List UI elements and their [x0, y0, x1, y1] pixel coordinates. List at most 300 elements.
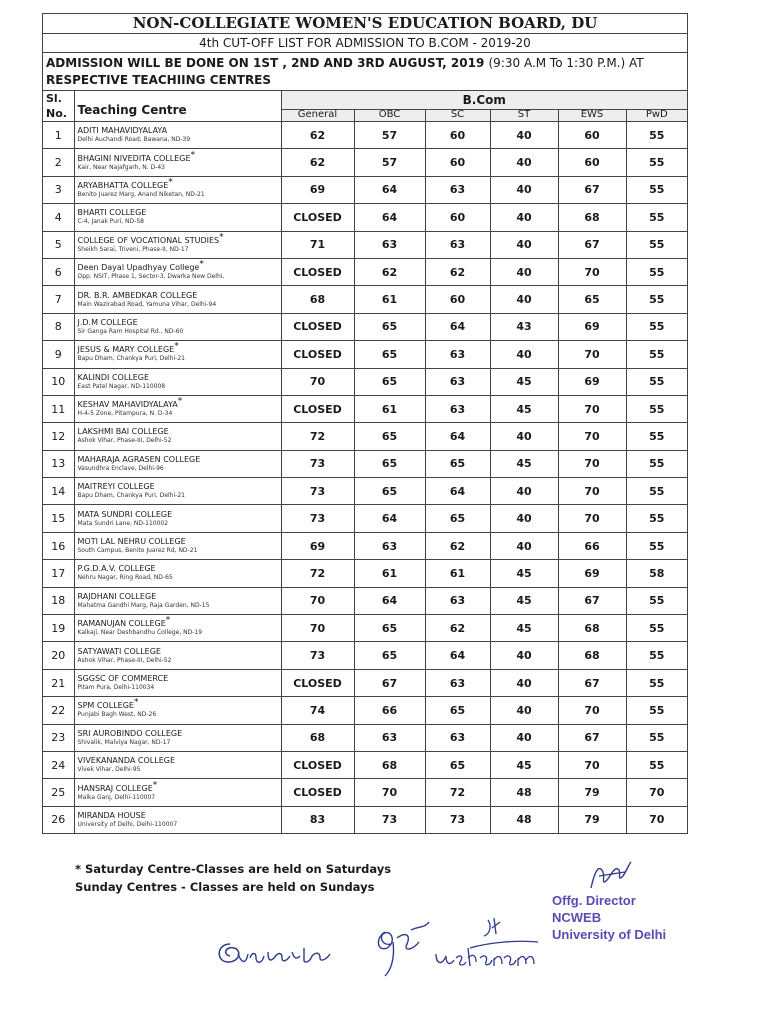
college-cell: [74, 341, 281, 368]
cutoff-sc: 62: [425, 615, 490, 642]
college-address: C-4, Janak Puri, ND-58: [77, 218, 144, 226]
college-name: [77, 259, 281, 273]
cutoff-obc: 57: [354, 122, 425, 149]
saturday-marker: *: [177, 396, 183, 407]
cutoff-pwd: 55: [626, 532, 687, 559]
cutoff-ews: 70: [558, 505, 626, 532]
cutoff-st: 40: [490, 341, 558, 368]
cutoff-sc: 61: [425, 560, 490, 587]
college-name: [77, 779, 281, 794]
table-row: [43, 642, 687, 669]
table-row: [43, 505, 687, 532]
cutoff-sc: 72: [425, 779, 490, 806]
cutoff-st: 40: [490, 286, 558, 313]
college-address: Sir Ganga Ram Hospital Rd., ND-60: [77, 327, 184, 335]
table-row: [43, 669, 687, 696]
cutoff-obc: 64: [354, 176, 425, 203]
college-cell: [74, 450, 281, 477]
cutoff-general: 73: [281, 450, 354, 477]
bcom-group-header: B.Com: [281, 91, 687, 109]
table-row: [43, 122, 687, 149]
board-title: NON-COLLEGIATE WOMEN'S EDUCATION BOARD, DU: [43, 14, 687, 34]
college-cell: [74, 258, 281, 285]
cutoff-ews: 69: [558, 368, 626, 395]
cutoff-general: 72: [281, 423, 354, 450]
college-name: [78, 729, 281, 739]
college-address: Sheikh Sarai, Triveni, Phase-II, ND-17: [77, 245, 189, 253]
cutoff-obc: 73: [354, 806, 425, 833]
table-row: [43, 231, 687, 258]
cutoff-general: 62: [281, 122, 354, 149]
sl-no-cell: 22: [43, 697, 74, 724]
cutoff-st: 45: [490, 751, 558, 778]
college-address: H-4-5 Zone, Pitampura, N. D-34: [77, 410, 173, 418]
cutoff-obc: 63: [354, 532, 425, 559]
admission-notice: [43, 53, 687, 91]
table-row: [43, 395, 687, 422]
cutoff-st: 40: [490, 532, 558, 559]
cutoff-general: 68: [281, 286, 354, 313]
signatory-stamp: [552, 892, 666, 943]
college-name-text: BHARTI COLLEGE: [77, 208, 147, 218]
college-name-text: MATA SUNDRI COLLEGE: [77, 509, 173, 519]
cutoff-obc: 61: [354, 560, 425, 587]
college-cell: [74, 806, 281, 833]
cutoff-st: 40: [490, 423, 558, 450]
sl-no-cell: 7: [43, 286, 74, 313]
cutoff-st: 43: [490, 313, 558, 340]
cutoff-obc: 67: [354, 669, 425, 696]
cutoff-st: 48: [490, 779, 558, 806]
sl-no-cell: 13: [43, 450, 74, 477]
saturday-note: * Saturday Centre-Classes are held on Saturdays: [75, 862, 392, 876]
college-name: [77, 177, 281, 191]
cutoff-general: CLOSED: [281, 669, 354, 696]
college-name: [78, 482, 281, 492]
cutoff-pwd: 55: [626, 450, 687, 477]
sl-no-cell: 21: [43, 669, 74, 696]
college-address: Vivek Vihar, Delhi-95: [77, 766, 141, 774]
college-name-text: MOTI LAL NEHRU COLLEGE: [77, 537, 186, 547]
cutoff-obc: 64: [354, 587, 425, 614]
cutoff-st: 40: [490, 642, 558, 669]
cutoff-pwd: 55: [626, 176, 687, 203]
table-row: [43, 204, 687, 231]
sl-no-cell: 2: [43, 149, 74, 176]
college-name: [78, 537, 281, 547]
sl-no-cell: 11: [43, 395, 74, 422]
cutoff-st: 45: [490, 587, 558, 614]
sl-no-cell: 17: [43, 560, 74, 587]
college-address: Main Wazirabad Road, Yamuna Vihar, Delhi-94: [77, 300, 217, 308]
college-address: Punjabi Bagh West, ND-26: [77, 711, 157, 719]
cutoff-obc: 68: [354, 751, 425, 778]
cutoff-sc: 63: [425, 587, 490, 614]
college-address: Ashok Vihar, Phase-III, Delhi-52: [77, 437, 172, 445]
sl-no-cell: 10: [43, 368, 74, 395]
table-row: [43, 532, 687, 559]
table-row: [43, 423, 687, 450]
college-name: [78, 564, 281, 574]
sl-no-cell: 1: [43, 122, 74, 149]
college-name: [77, 341, 281, 355]
cutoff-st: 40: [490, 204, 558, 231]
cutoff-pwd: 70: [626, 779, 687, 806]
cutoff-general: 83: [281, 806, 354, 833]
sl-no-cell: 26: [43, 806, 74, 833]
cutoff-ews: 70: [558, 423, 626, 450]
cutoff-ews: 79: [558, 779, 626, 806]
saturday-marker: *: [133, 697, 139, 708]
cutoff-general: CLOSED: [281, 313, 354, 340]
cutoff-sc: 60: [425, 204, 490, 231]
cutoff-ews: 69: [558, 560, 626, 587]
college-name-text: MAHARAJA AGRASEN COLLEGE: [77, 454, 201, 464]
table-row: [43, 478, 687, 505]
cutoff-obc: 61: [354, 286, 425, 313]
college-name-text: SRI AUROBINDO COLLEGE: [77, 728, 183, 738]
cutoff-general: 71: [281, 231, 354, 258]
cutoff-sc: 63: [425, 231, 490, 258]
cutoff-sc: 65: [425, 751, 490, 778]
college-address: Shivalik, Malviya Nagar, ND-17: [77, 738, 171, 746]
sunday-note: Sunday Centres - Classes are held on Sundays: [75, 880, 375, 894]
saturday-marker: *: [152, 779, 158, 790]
cutoff-general: 62: [281, 149, 354, 176]
cutoff-sc: 60: [425, 122, 490, 149]
college-address: University of Delhi, Delhi-110007: [77, 820, 178, 828]
list-subtitle: 4th CUT-OFF LIST FOR ADMISSION TO B.COM - 2019-20: [43, 34, 687, 53]
cutoff-sc: 73: [425, 806, 490, 833]
college-name-text: J.D.M COLLEGE: [77, 317, 138, 327]
college-name-text: KESHAV MAHAVIDYALAYA: [77, 400, 178, 410]
cutoff-sc: 63: [425, 176, 490, 203]
cutoff-ews: 65: [558, 286, 626, 313]
admission-venue: RESPECTIVE TEACHIING CENTRES: [46, 73, 272, 87]
signature-srivastava: [212, 930, 342, 975]
college-name-text: DR. B.R. AMBEDKAR COLLEGE: [77, 290, 198, 300]
college-address: Kair, Near Najafgarh, N. D-43: [77, 163, 165, 171]
sl-no-header: [43, 91, 74, 122]
table-row: [43, 560, 687, 587]
cutoff-ews: 70: [558, 697, 626, 724]
cutoff-sc: 63: [425, 395, 490, 422]
table-row: [43, 779, 687, 806]
cutoff-ews: 70: [558, 341, 626, 368]
cutoff-general: CLOSED: [281, 341, 354, 368]
admission-dates: ADMISSION WILL BE DONE ON 1ST , 2ND AND 3RD AUGUST, 2019: [46, 56, 485, 70]
cutoff-pwd: 55: [626, 149, 687, 176]
cutoff-obc: 70: [354, 779, 425, 806]
cutoff-st: 48: [490, 806, 558, 833]
cutoff-st: 40: [490, 176, 558, 203]
college-name-text: Deen Dayal Upadhyay College: [77, 263, 200, 273]
college-address: Mata Sundri Lane, ND-110002: [77, 519, 169, 527]
table-row: [43, 258, 687, 285]
college-cell: [74, 149, 281, 176]
cutoff-ews: 79: [558, 806, 626, 833]
cutoff-general: 69: [281, 176, 354, 203]
saturday-marker: *: [168, 177, 173, 188]
college-name-text: LAKSHMI BAI COLLEGE: [77, 427, 169, 437]
college-name: [77, 232, 281, 246]
cutoff-sc: 64: [425, 313, 490, 340]
college-name-text: ARYABHATTA COLLEGE: [77, 180, 169, 190]
table-row: [43, 176, 687, 203]
cutoff-sc: 65: [425, 450, 490, 477]
cutoff-obc: 65: [354, 450, 425, 477]
cutoff-sc: 63: [425, 669, 490, 696]
saturday-marker: *: [190, 149, 196, 160]
college-name: [78, 455, 281, 465]
cutoff-pwd: 55: [626, 286, 687, 313]
college-cell: [74, 724, 281, 751]
college-cell: [74, 751, 281, 778]
cutoff-ews: 67: [558, 587, 626, 614]
table-row: [43, 806, 687, 833]
cutoff-pwd: 55: [626, 341, 687, 368]
col-header-obc: OBC: [354, 109, 425, 121]
college-cell: [74, 204, 281, 231]
table-row: [43, 697, 687, 724]
cutoff-pwd: 55: [626, 258, 687, 285]
sl-no-cell: 23: [43, 724, 74, 751]
college-name: [78, 373, 281, 383]
table-row: [43, 587, 687, 614]
sl-no-cell: 6: [43, 258, 74, 285]
cutoff-ews: 70: [558, 450, 626, 477]
cutoff-pwd: 55: [626, 204, 687, 231]
college-cell: [74, 532, 281, 559]
college-cell: [74, 478, 281, 505]
cutoff-st: 40: [490, 669, 558, 696]
college-address: Bapu Dham, Chankya Puri, Delhi-21: [77, 492, 185, 500]
col-header-pwd: PwD: [626, 109, 687, 121]
college-cell: [74, 697, 281, 724]
cutoff-ews: 69: [558, 313, 626, 340]
college-name-text: MAITREYI COLLEGE: [77, 482, 155, 492]
cutoff-general: 73: [281, 478, 354, 505]
college-address: Malka Ganj, Delhi-110007: [77, 793, 156, 801]
college-name: [78, 208, 281, 218]
college-address: Benito Juarez Marg, Anand Niketan, ND-21: [77, 190, 205, 198]
cutoff-general: CLOSED: [281, 395, 354, 422]
cutoff-obc: 57: [354, 149, 425, 176]
cutoff-general: 69: [281, 532, 354, 559]
cutoff-obc: 65: [354, 368, 425, 395]
table-row: [43, 341, 687, 368]
cutoff-obc: 65: [354, 341, 425, 368]
cutoff-general: 70: [281, 587, 354, 614]
cutoff-obc: 62: [354, 258, 425, 285]
college-name-text: COLLEGE OF VOCATIONAL STUDIES: [77, 235, 220, 245]
cutoff-ews: 67: [558, 231, 626, 258]
sl-header-b: No.: [46, 107, 67, 120]
cutoff-ews: 68: [558, 615, 626, 642]
cutoff-obc: 65: [354, 313, 425, 340]
cutoff-pwd: 55: [626, 751, 687, 778]
sl-no-cell: 24: [43, 751, 74, 778]
college-cell: [74, 176, 281, 203]
college-name: [78, 291, 281, 301]
sl-no-cell: 5: [43, 231, 74, 258]
cutoff-pwd: 55: [626, 697, 687, 724]
cutoff-ews: 68: [558, 204, 626, 231]
college-cell: [74, 395, 281, 422]
cutoff-ews: 60: [558, 149, 626, 176]
cutoff-general: 74: [281, 697, 354, 724]
cutoff-pwd: 55: [626, 395, 687, 422]
cutoff-general: 70: [281, 368, 354, 395]
cutoff-sc: 62: [425, 532, 490, 559]
cutoff-obc: 64: [354, 505, 425, 532]
college-address: Opp. NSIT, Phase 1, Sector-3, Dwarka New Delhi,: [77, 273, 225, 281]
cutoff-st: 45: [490, 560, 558, 587]
cutoff-obc: 64: [354, 204, 425, 231]
college-address: Vasundhra Enclave, Delhi-96: [77, 464, 164, 472]
cutoff-obc: 65: [354, 642, 425, 669]
college-cell: [74, 286, 281, 313]
cutoff-st: 45: [490, 395, 558, 422]
sl-no-cell: 12: [43, 423, 74, 450]
sl-no-cell: 19: [43, 615, 74, 642]
cutoff-ews: 68: [558, 642, 626, 669]
college-address: Kalkaji, Near Deshbandhu College, ND-19: [77, 629, 203, 637]
cutoff-st: 45: [490, 368, 558, 395]
cutoff-st: 40: [490, 697, 558, 724]
cutoff-sc: 64: [425, 642, 490, 669]
college-address: East Patel Nagar, ND-110008: [77, 382, 166, 390]
cutoff-pwd: 55: [626, 231, 687, 258]
col-header-general: General: [281, 109, 354, 121]
cutoff-obc: 66: [354, 697, 425, 724]
cutoff-ews: 60: [558, 122, 626, 149]
cutoff-obc: 65: [354, 478, 425, 505]
cutoff-obc: 63: [354, 724, 425, 751]
college-name: [78, 318, 281, 328]
college-cell: [74, 313, 281, 340]
college-name: [78, 811, 281, 821]
cutoff-ews: 70: [558, 258, 626, 285]
college-address: Mahatma Gandhi Marg, Raja Garden, ND-15: [77, 601, 210, 609]
signature-ushanam: [430, 912, 545, 974]
college-name-text: HANSRAJ COLLEGE: [77, 783, 153, 793]
college-name-text: P.G.D.A.V. COLLEGE: [77, 564, 156, 574]
sl-header-a: Sl.: [46, 92, 62, 105]
cutoff-sc: 63: [425, 368, 490, 395]
cutoff-pwd: 55: [626, 122, 687, 149]
sl-no-cell: 20: [43, 642, 74, 669]
cutoff-pwd: 70: [626, 806, 687, 833]
cutoff-sc: 64: [425, 478, 490, 505]
cutoff-st: 40: [490, 478, 558, 505]
sl-no-cell: 14: [43, 478, 74, 505]
cutoff-st: 40: [490, 149, 558, 176]
cutoff-general: 73: [281, 505, 354, 532]
college-name: [78, 126, 281, 136]
college-cell: [74, 669, 281, 696]
college-name: [77, 697, 281, 711]
saturday-marker: *: [174, 341, 179, 352]
cutoff-pwd: 55: [626, 313, 687, 340]
table-row: [43, 149, 687, 176]
signatory-body: NCWEB: [552, 910, 602, 925]
sl-no-cell: 18: [43, 587, 74, 614]
college-cell: [74, 560, 281, 587]
cutoff-obc: 61: [354, 395, 425, 422]
admission-time: (9:30 A.M To 1:30 P.M.) AT: [488, 56, 644, 70]
cutoff-pwd: 55: [626, 423, 687, 450]
saturday-marker: *: [219, 232, 224, 243]
cutoff-ews: 67: [558, 669, 626, 696]
cutoff-st: 45: [490, 615, 558, 642]
cutoff-pwd: 55: [626, 642, 687, 669]
cutoff-sc: 63: [425, 341, 490, 368]
college-cell: [74, 368, 281, 395]
college-cell: [74, 615, 281, 642]
cutoff-pwd: 55: [626, 724, 687, 751]
college-name: [78, 510, 281, 520]
footnotes: [75, 860, 391, 896]
table-row: [43, 313, 687, 340]
college-cell: [74, 779, 281, 806]
cutoff-general: 70: [281, 615, 354, 642]
cutoff-sc: 62: [425, 258, 490, 285]
college-name: [77, 149, 281, 164]
middle-signature: [365, 908, 435, 980]
col-header-st: ST: [490, 109, 558, 121]
cutoff-sheet: [42, 13, 688, 834]
saturday-marker: *: [199, 259, 204, 270]
cutoff-ews: 70: [558, 751, 626, 778]
college-name: [78, 756, 281, 766]
cutoff-pwd: 55: [626, 478, 687, 505]
college-name-text: SATYAWATI COLLEGE: [77, 646, 161, 656]
cutoff-ews: 67: [558, 176, 626, 203]
table-row: [43, 450, 687, 477]
cutoff-pwd: 58: [626, 560, 687, 587]
college-name-text: MIRANDA HOUSE: [77, 810, 146, 820]
col-header-ews: EWS: [558, 109, 626, 121]
cutoff-pwd: 55: [626, 587, 687, 614]
sl-no-cell: 15: [43, 505, 74, 532]
table-row: [43, 615, 687, 642]
table-row: [43, 724, 687, 751]
college-name: [77, 396, 281, 410]
table-row: [43, 286, 687, 313]
col-header-sc: SC: [425, 109, 490, 121]
college-name: [77, 615, 281, 629]
sl-no-cell: 4: [43, 204, 74, 231]
college-name: [78, 647, 281, 657]
cutoff-sc: 60: [425, 286, 490, 313]
cutoff-general: 68: [281, 724, 354, 751]
cutoff-general: 73: [281, 642, 354, 669]
cutoff-sc: 63: [425, 724, 490, 751]
cutoff-st: 40: [490, 505, 558, 532]
cutoff-ews: 70: [558, 478, 626, 505]
cutoff-pwd: 55: [626, 669, 687, 696]
cutoff-ews: 67: [558, 724, 626, 751]
college-name: [78, 592, 281, 602]
cutoff-sc: 65: [425, 505, 490, 532]
college-name-text: SGGSC OF COMMERCE: [77, 674, 169, 683]
college-address: Pitam Pura, Delhi-110034: [77, 684, 155, 691]
college-name-text: BHAGINI NIVEDITA COLLEGE: [77, 153, 191, 163]
college-name-text: RAJDHANI COLLEGE: [77, 591, 157, 601]
cutoff-st: 40: [490, 122, 558, 149]
college-address: Bapu Dham, Chankya Puri, Delhi-21: [77, 355, 185, 363]
